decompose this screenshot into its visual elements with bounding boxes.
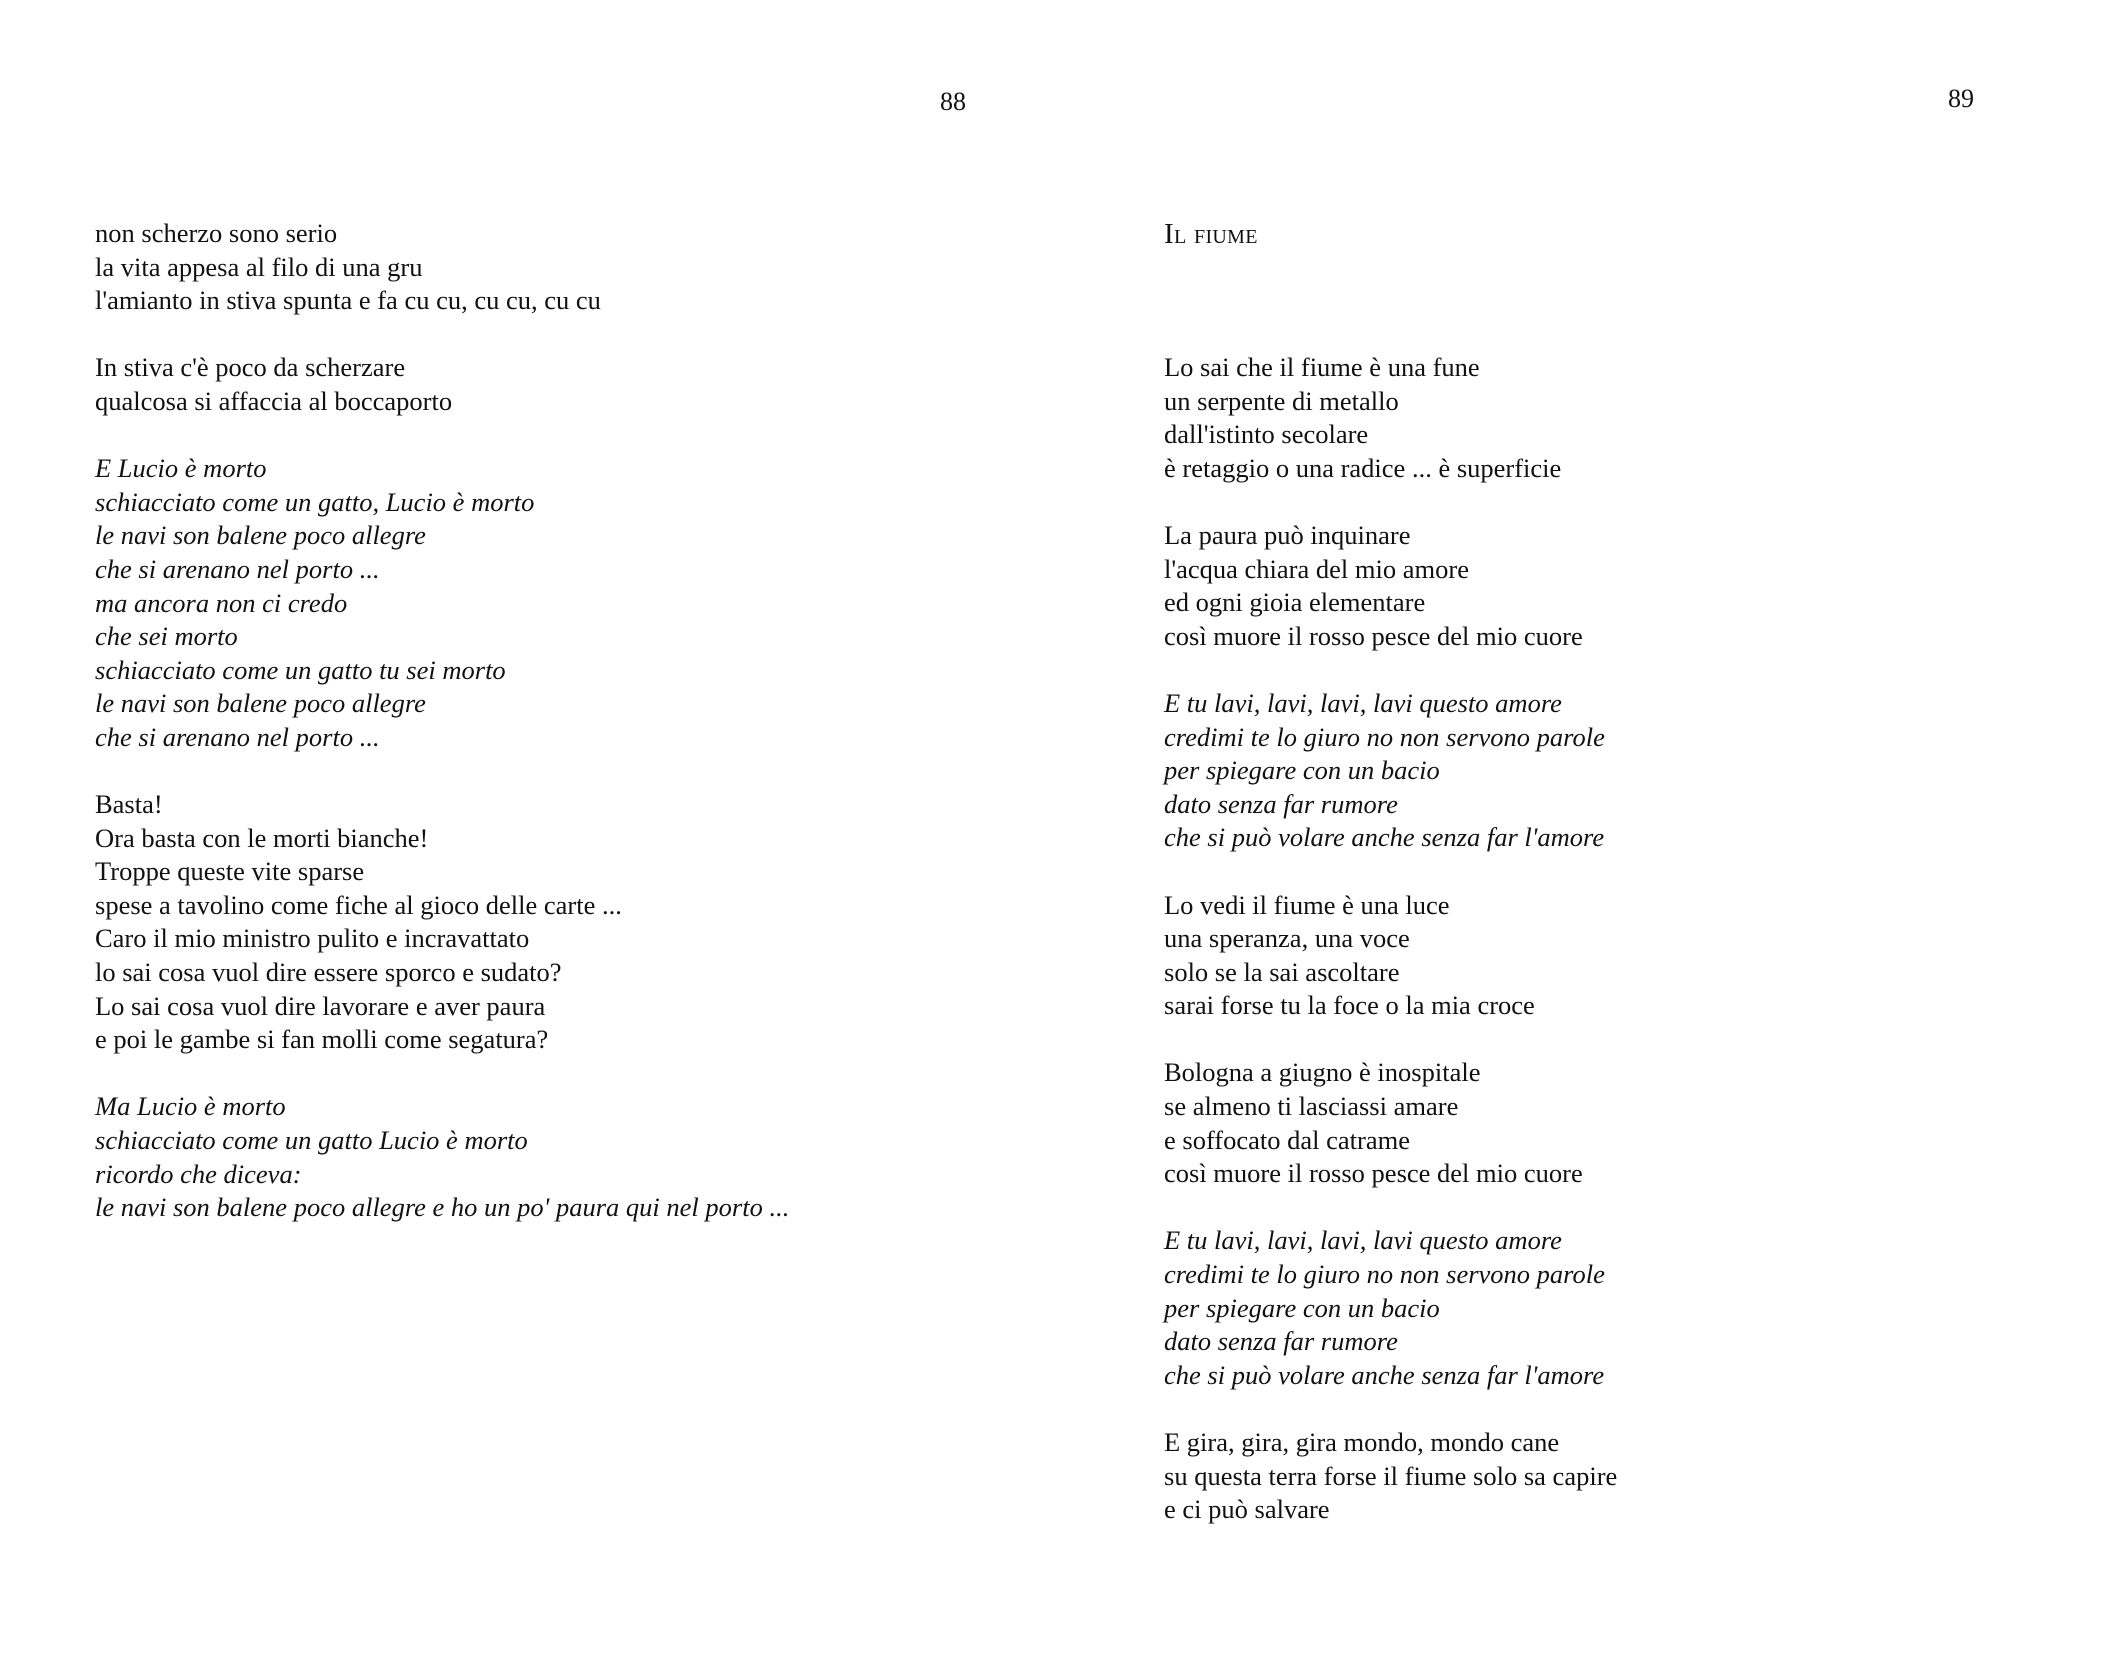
poem-line: e soffocato dal catrame bbox=[1164, 1124, 1410, 1155]
poem-line: dato senza far rumore bbox=[1164, 1326, 1398, 1357]
poem-line: è retaggio o una radice ... è superficie bbox=[1164, 452, 1562, 483]
poem-line: schiacciato come un gatto, Lucio è morto bbox=[95, 486, 535, 517]
poem-line: non scherzo sono serio bbox=[95, 218, 338, 248]
poem-line: l'acqua chiara del mio amore bbox=[1164, 553, 1469, 584]
poem-line: In stiva c'è poco da scherzare bbox=[95, 352, 406, 383]
poem-line: La paura può inquinare bbox=[1164, 519, 1411, 550]
page-number-right: 89 bbox=[1948, 84, 1974, 113]
poem-line: una speranza, una voce bbox=[1164, 923, 1410, 954]
poem-line: Troppe queste vite sparse bbox=[95, 856, 365, 887]
poem-line: lo sai cosa vuol dire essere sporco e sudato? bbox=[95, 957, 562, 988]
stanza bbox=[95, 351, 1025, 418]
poem-line: E Lucio è morto bbox=[95, 453, 267, 484]
poem-line: un serpente di metallo bbox=[1164, 385, 1399, 416]
poem-line: su questa terra forse il fiume solo sa capire bbox=[1164, 1460, 1618, 1491]
poem-line: E tu lavi, lavi, lavi, lavi questo amore bbox=[1164, 1225, 1562, 1256]
poem-line: dato senza far rumore bbox=[1164, 788, 1398, 819]
right-page bbox=[1062, 0, 2125, 1653]
poem-line: l'amianto in stiva spunta e fa cu cu, cu cu, cu cu bbox=[95, 285, 601, 316]
poem-line: Basta! bbox=[95, 789, 163, 820]
poem-line: schiacciato come un gatto Lucio è morto bbox=[95, 1125, 528, 1156]
poem-line: ma ancora non ci credo bbox=[95, 587, 348, 618]
poem-line: che sei morto bbox=[95, 621, 238, 652]
poem-line: Lo vedi il fiume è una luce bbox=[1164, 889, 1450, 920]
poem-line: così muore il rosso pesce del mio cuore bbox=[1164, 1158, 1583, 1189]
poem-line: Ma Lucio è morto bbox=[95, 1091, 286, 1122]
poem-line: credimi te lo giuro no non servono parole bbox=[1164, 1259, 1605, 1290]
poem-line: credimi te lo giuro no non servono parole bbox=[1164, 721, 1605, 752]
poem-line: schiacciato come un gatto tu sei morto bbox=[95, 654, 506, 685]
stanza bbox=[1164, 1056, 2064, 1190]
page-number-left: 88 bbox=[940, 87, 966, 116]
poem-left bbox=[95, 217, 1025, 1225]
poem-line: qualcosa si affaccia al boccaporto bbox=[95, 385, 453, 416]
poem-line: le navi son balene poco allegre e ho un po' paura qui nel porto ... bbox=[95, 1192, 790, 1223]
stanza bbox=[95, 217, 1025, 318]
stanza bbox=[95, 1090, 1025, 1224]
poem-line: la vita appesa al filo di una gru bbox=[95, 251, 423, 282]
poem-line: Lo sai cosa vuol dire lavorare e aver paura bbox=[95, 990, 546, 1021]
poem-line: spese a tavolino come fiche al gioco delle carte ... bbox=[95, 889, 622, 920]
poem-line: solo se la sai ascoltare bbox=[1164, 956, 1400, 987]
stanza bbox=[95, 452, 1025, 754]
poem-title: Il fiume bbox=[1164, 218, 1258, 250]
stanza bbox=[1164, 687, 2064, 855]
poem-line: Caro il mio ministro pulito e incravattato bbox=[95, 923, 530, 954]
poem-line: Lo sai che il fiume è una fune bbox=[1164, 352, 1480, 382]
poem-line: e ci può salvare bbox=[1164, 1494, 1330, 1525]
poem-line: che si può volare anche senza far l'amore bbox=[1164, 822, 1605, 853]
poem-line: ed ogni gioia elementare bbox=[1164, 587, 1426, 618]
stanza bbox=[95, 788, 1025, 1057]
poem-right bbox=[1164, 351, 2064, 1527]
poem-line: E tu lavi, lavi, lavi, lavi questo amore bbox=[1164, 687, 1562, 718]
poem-line: le navi son balene poco allegre bbox=[95, 688, 426, 719]
poem-line: e poi le gambe si fan molli come segatura? bbox=[95, 1024, 549, 1055]
poem-line: le navi son balene poco allegre bbox=[95, 520, 426, 551]
poem-line: dall'istinto secolare bbox=[1164, 419, 1369, 450]
stanza bbox=[1164, 519, 2064, 653]
stanza bbox=[1164, 1426, 2064, 1527]
poem-line: per spiegare con un bacio bbox=[1164, 755, 1440, 786]
poem-line: che si arenano nel porto ... bbox=[95, 553, 380, 584]
poem-line: che si arenano nel porto ... bbox=[95, 721, 380, 752]
poem-line: così muore il rosso pesce del mio cuore bbox=[1164, 620, 1583, 651]
stanza bbox=[1164, 889, 2064, 1023]
poem-line: sarai forse tu la foce o la mia croce bbox=[1164, 990, 1535, 1021]
poem-line: Ora basta con le morti bianche! bbox=[95, 822, 429, 853]
stanza bbox=[1164, 1224, 2064, 1392]
poem-line: che si può volare anche senza far l'amore bbox=[1164, 1359, 1605, 1390]
poem-line: ricordo che diceva: bbox=[95, 1158, 302, 1189]
poem-line: per spiegare con un bacio bbox=[1164, 1292, 1440, 1323]
stanza bbox=[1164, 351, 2064, 485]
poem-line: E gira, gira, gira mondo, mondo cane bbox=[1164, 1427, 1560, 1457]
poem-line: Bologna a giugno è inospitale bbox=[1164, 1057, 1481, 1088]
left-page bbox=[0, 0, 1062, 1653]
poem-line: se almeno ti lasciassi amare bbox=[1164, 1091, 1459, 1122]
